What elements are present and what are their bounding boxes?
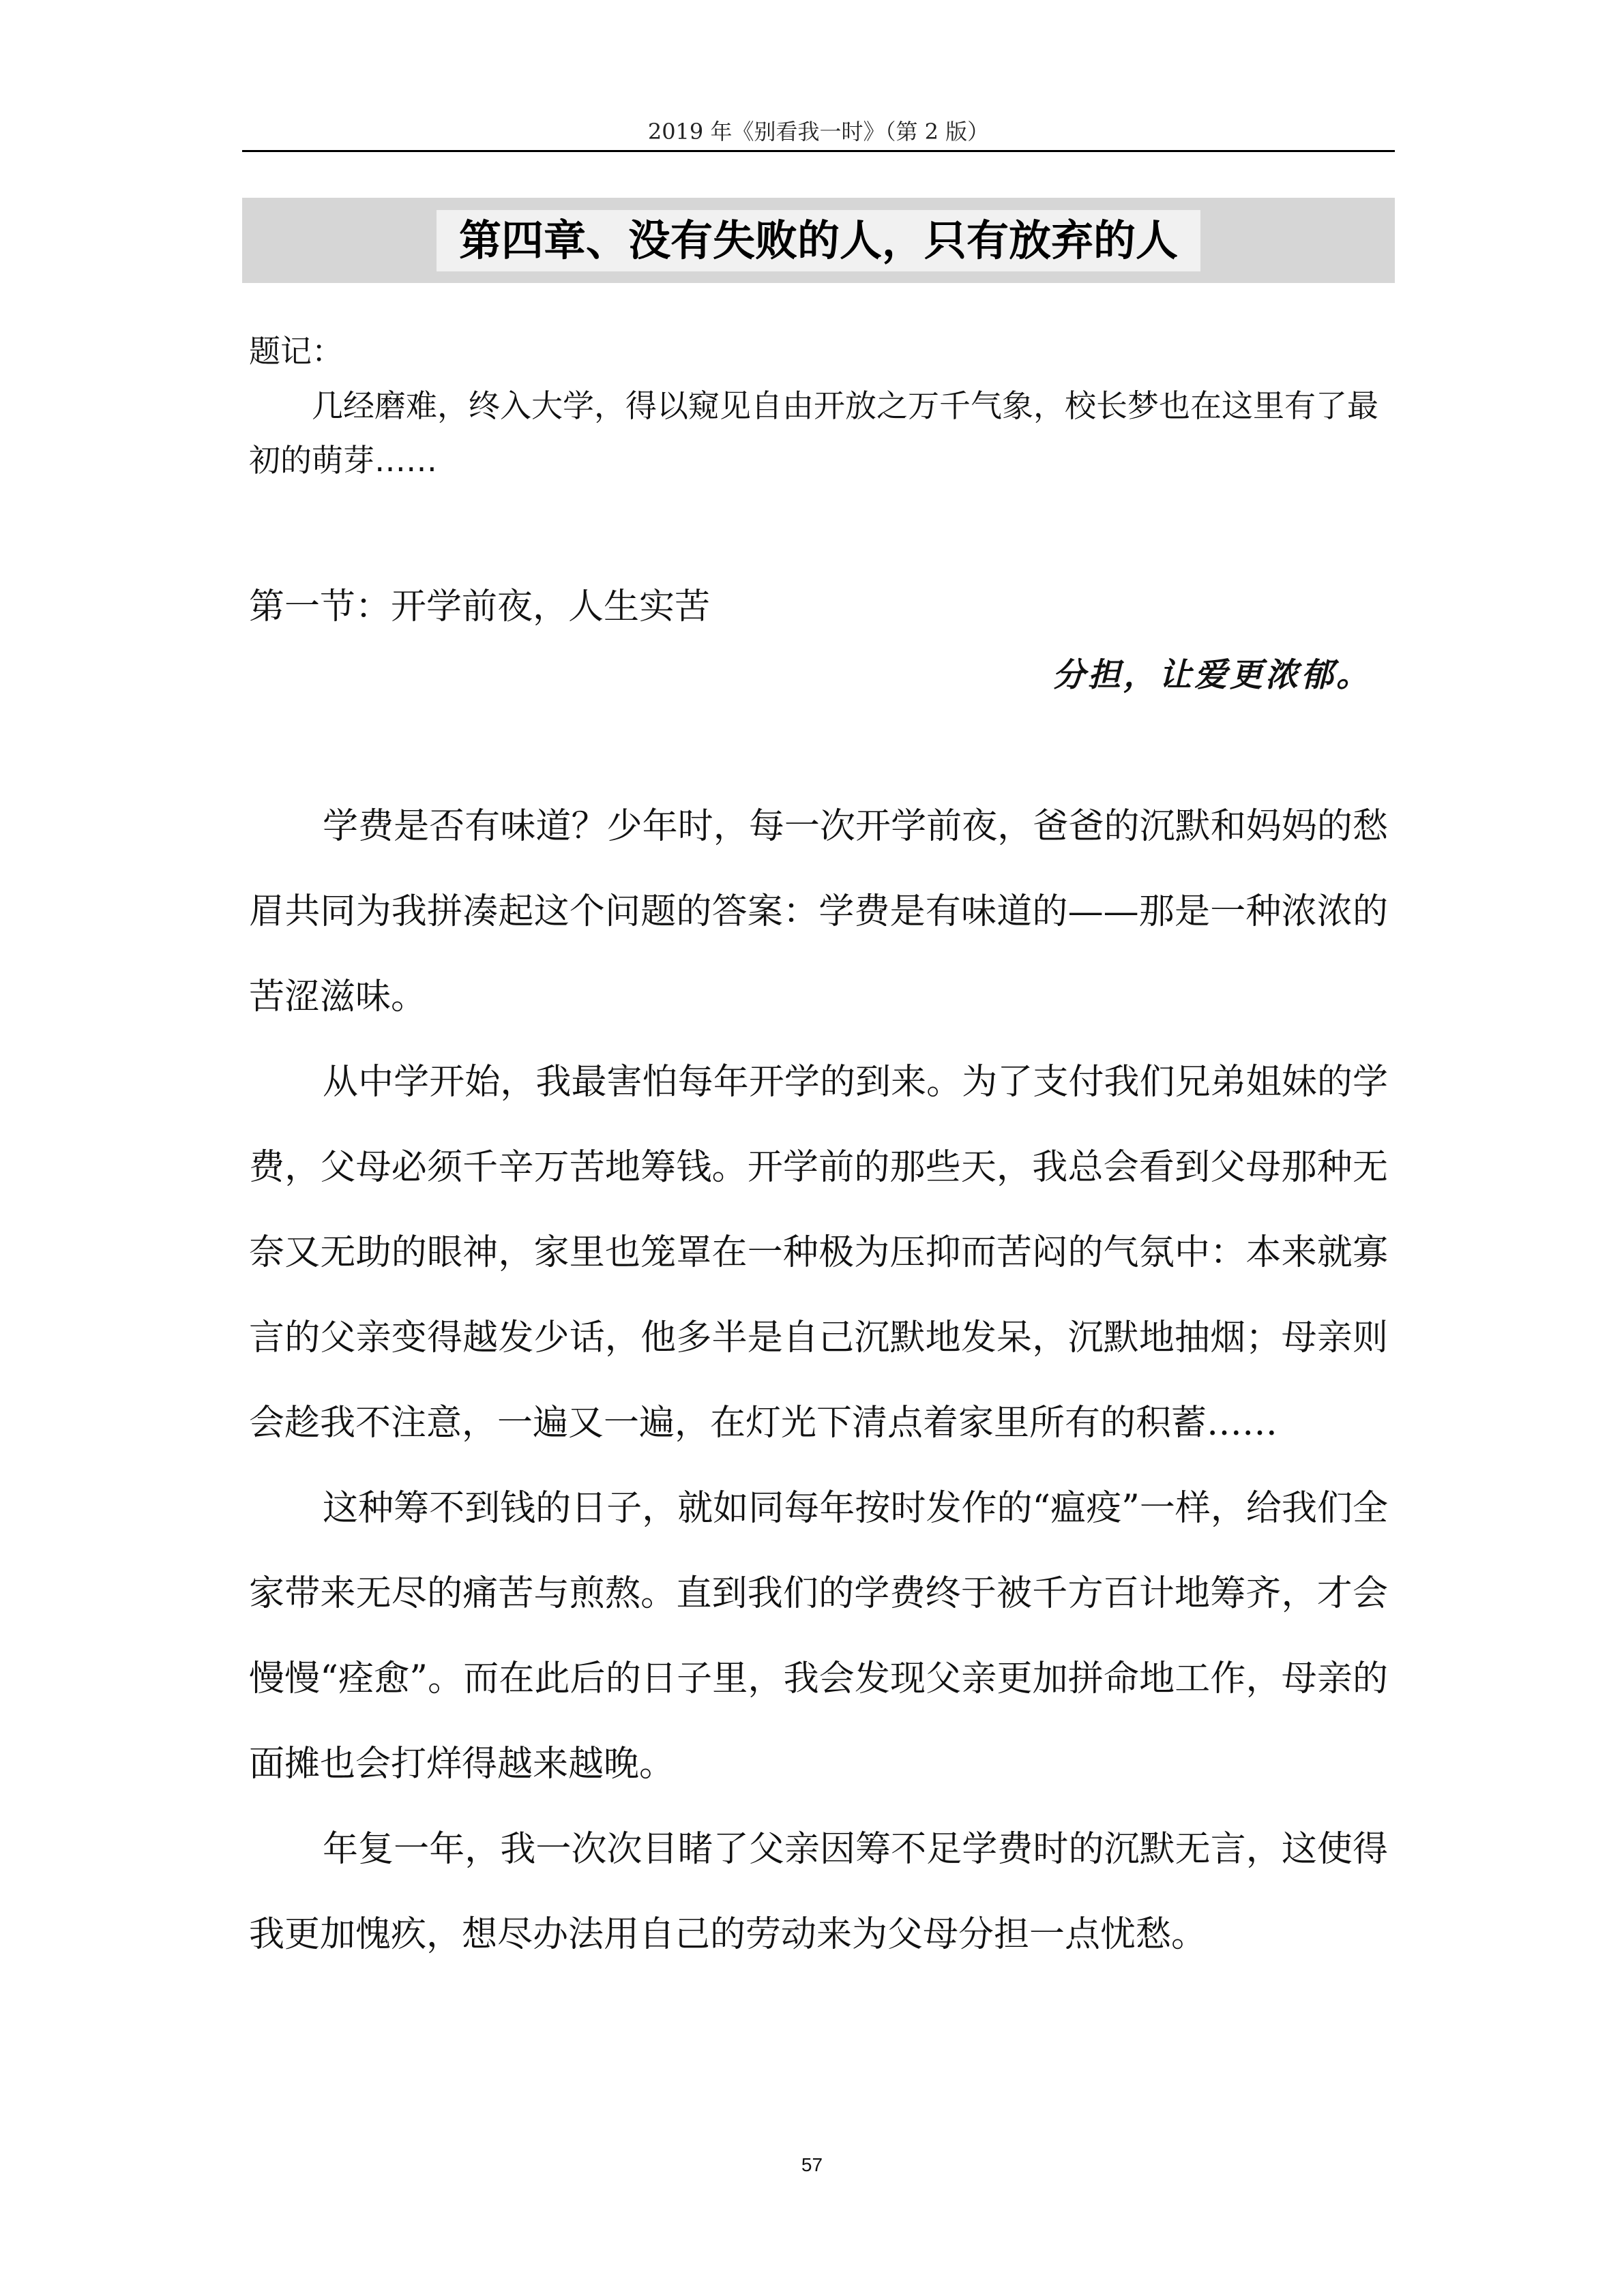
page-number: 57 bbox=[801, 2154, 823, 2175]
header-divider bbox=[242, 150, 1395, 152]
epigraph-text: 几经磨难，终入大学，得以窥见自由开放之万千气象，校长梦也在这里有了最初的萌芽…… bbox=[249, 387, 1378, 479]
section-subtitle: 分担，让爱更浓郁。 bbox=[1052, 656, 1372, 694]
paragraph: 学费是否有味道？少年时，每一次开学前夜，爸爸的沉默和妈妈的愁眉共同为我拼凑起这个问题的答案：学费是有味道的——那是一种浓浓的苦涩滋味。 bbox=[249, 806, 1388, 1017]
section-title: 第一节：开学前夜，人生实苦 bbox=[249, 586, 711, 627]
running-header: 2019 年《别看我一时》（第 2 版） bbox=[647, 119, 990, 145]
chapter-title: 第四章、没有失败的人，只有放弃的人 bbox=[437, 210, 1200, 271]
body-text bbox=[249, 784, 1388, 1978]
paragraph: 年复一年，我一次次目睹了父亲因筹不足学费时的沉默无言，这使得我更加愧疚，想尽办法用自己的劳动来为父母分担一点忧愁。 bbox=[249, 1829, 1388, 1955]
epigraph-label: 题记： bbox=[249, 333, 343, 370]
paragraph: 从中学开始，我最害怕每年开学的到来。为了支付我们兄弟姐妹的学费，父母必须千辛万苦地筹钱。开学前的那些天，我总会看到父母那种无奈又无助的眼神，家里也笼罩在一种极为压抑而苦闷的气氛中：本来就寡言的父亲变得越发少话，他多半是自己沉默地发呆，沉默地抽烟；母亲则会趁我不注意，一遍又一遍，在灯光下清点着家里所有的积蓄…… bbox=[249, 1062, 1388, 1444]
paragraph: 这种筹不到钱的日子，就如同每年按时发作的“瘟疫”一样，给我们全家带来无尽的痛苦与煎熬。直到我们的学费终于被千方百计地筹齐，才会慢慢“痊愈”。而在此后的日子里，我会发现父亲更加拼命地工作，母亲的面摊也会打烊得越来越晚。 bbox=[249, 1488, 1388, 1785]
